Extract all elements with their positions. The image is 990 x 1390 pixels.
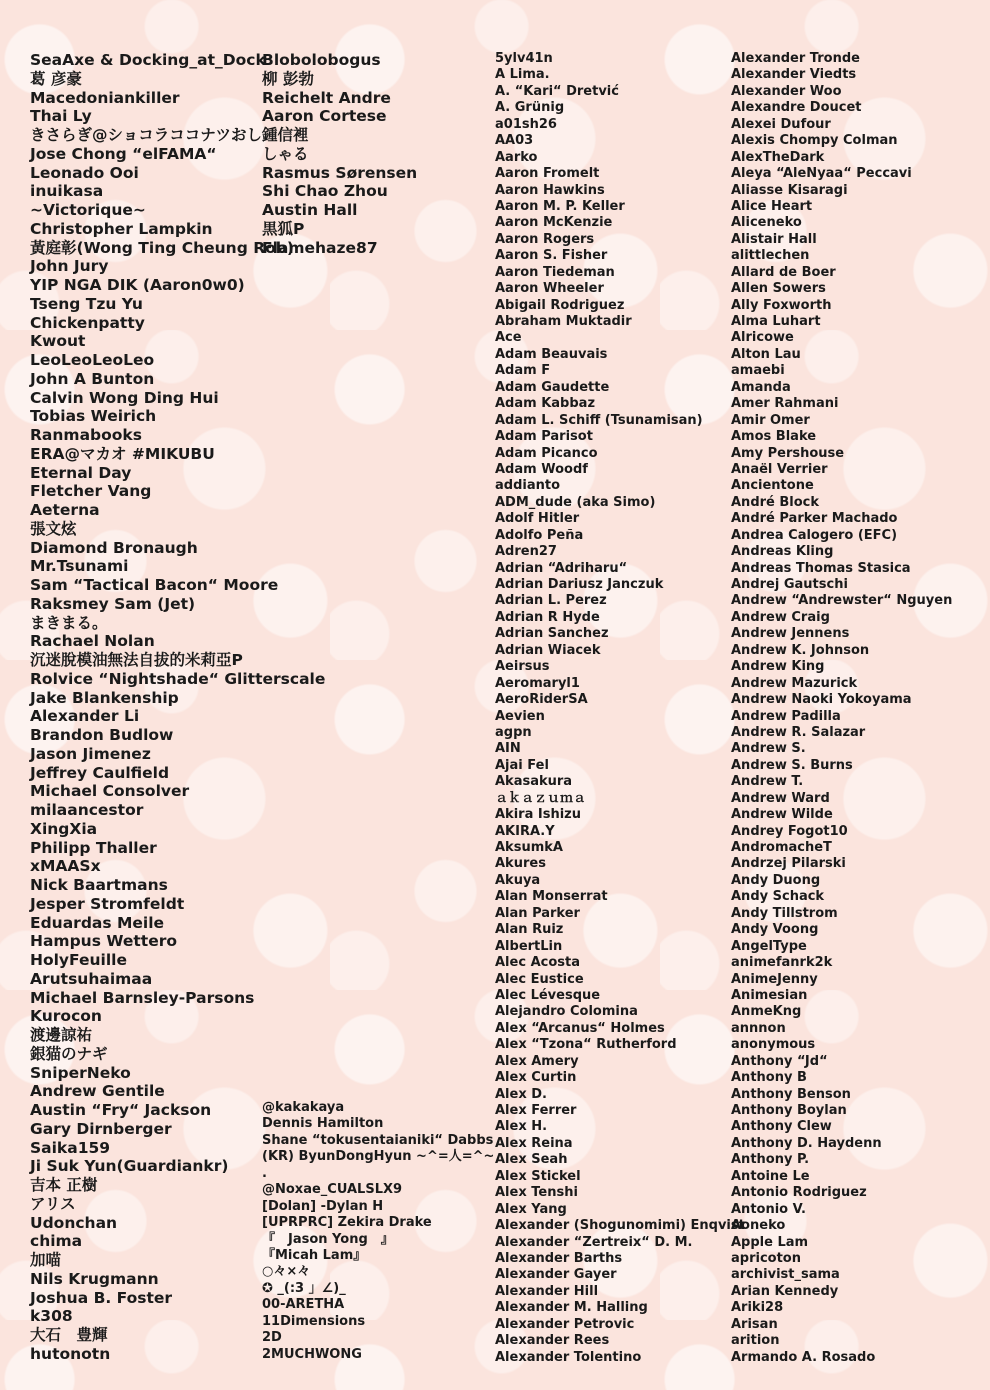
supporter-name: Alec Acosta <box>495 955 580 971</box>
supporter-name: Amy Pershouse <box>731 445 845 461</box>
supporter-name: milaancestor <box>30 801 144 819</box>
supporter-name: Adam L. Schiff (Tsunamisan) <box>495 412 703 428</box>
supporter-name: AngelType <box>731 938 807 954</box>
supporter-name: Andrew K. Johnson <box>731 642 870 658</box>
supporter-name: Aeirsus <box>495 659 550 675</box>
supporter-name: Antoine Le <box>731 1168 810 1184</box>
supporter-name: ✪ _(:3 」∠)_ <box>262 1280 346 1296</box>
supporter-name: Michael Barnsley-Parsons <box>30 988 255 1007</box>
supporter-name: ERA@マカオ #MIKUBU <box>30 444 215 463</box>
supporter-name: Akuya <box>495 872 541 888</box>
supporter-name: Aaron Tiedeman <box>495 264 615 280</box>
supporter-name: Alec Eustice <box>495 971 584 987</box>
supporter-name: Shane “tokusentaianiki“ Dabbs <box>262 1132 494 1148</box>
supporter-name: Adam Parisot <box>495 429 593 445</box>
supporter-name: Andrea Calogero (EFC) <box>731 527 898 543</box>
supporter-name: Andrew King <box>731 659 825 675</box>
supporter-name: Andrzej Pilarski <box>731 856 846 872</box>
supporter-name: きさらぎ@ショコラココナツおし <box>30 126 263 144</box>
supporter-name: YIP NGA DIK (Aaron0w0) <box>30 276 245 294</box>
supporter-name: Jesper Stromfeldt <box>30 894 185 913</box>
supporter-name: AlexTheDark <box>731 149 825 165</box>
supporter-name: Andrew S. <box>731 741 806 757</box>
supporter-name: Aaron M. P. Keller <box>495 198 625 214</box>
supporter-name: Aoneko <box>731 1218 786 1234</box>
supporter-name: Kurocon <box>30 1007 102 1026</box>
supporter-name: AnmeKng <box>731 1004 802 1020</box>
supporter-name: Jason Jimenez <box>30 744 151 763</box>
supporter-name: amaebi <box>731 363 785 379</box>
supporter-name: Andrew Gentile <box>30 1082 165 1101</box>
supporter-name: 『Micah Lam』 <box>262 1247 367 1263</box>
supporter-name: Adam Beauvais <box>495 346 608 362</box>
supporter-name: Alex “Tzona“ Rutherford <box>495 1037 677 1053</box>
supporter-name: Alex Yang <box>495 1201 567 1217</box>
supporter-name: Andrew Mazurick <box>731 675 858 691</box>
supporter-name: AA03 <box>495 133 534 149</box>
supporter-name: Saika159 <box>30 1138 111 1157</box>
supporter-name: Aaron S. Fisher <box>495 248 608 264</box>
supporter-name: AKIRA.Y <box>495 823 555 839</box>
supporter-name: Alan Monserrat <box>495 889 608 905</box>
supporter-name: Aevien <box>495 708 545 724</box>
supporter-name: Alexander (Shogunomimi) Enqvist <box>495 1218 745 1234</box>
supporter-name: Eduardas Meile <box>30 913 165 932</box>
supporter-column-3 <box>495 51 745 1366</box>
supporter-name: Alan Ruiz <box>495 922 564 938</box>
supporter-name: Rachael Nolan <box>30 632 155 651</box>
supporter-name: LeoLeoLeoLeo <box>30 351 155 369</box>
supporter-name: Andrew Padilla <box>731 708 841 724</box>
supporter-name: Andreas Kling <box>731 544 834 560</box>
supporter-name: alittlechen <box>731 248 810 264</box>
supporter-name: Aaron Wheeler <box>495 281 604 297</box>
supporter-name: Alricowe <box>731 330 794 346</box>
supporter-name: 加喵 <box>30 1251 62 1269</box>
supporter-name: Adam Kabbaz <box>495 396 596 412</box>
supporter-name: Andrew T. <box>731 774 804 790</box>
supporter-name: Abigail Rodriguez <box>495 297 625 313</box>
supporter-name: annnon <box>731 1020 786 1036</box>
supporter-name: Arisan <box>731 1316 778 1332</box>
supporter-name: Anthony Boylan <box>731 1103 847 1118</box>
supporter-name: Gary Dirnberger <box>30 1119 172 1138</box>
supporter-name: Arutsuhaimaa <box>30 969 153 988</box>
supporter-name: Alexander Petrovic <box>495 1316 635 1332</box>
supporter-name: Allen Sowers <box>731 281 826 297</box>
supporter-name: Rolvice “Nightshade“ Glitterscale <box>30 669 326 688</box>
supporter-name: Adren27 <box>495 544 557 560</box>
supporter-name: Alexander M. Halling <box>495 1300 648 1316</box>
supporter-name: Reichelt Andre <box>262 88 391 107</box>
supporter-name: A. Grünig <box>495 100 565 116</box>
supporter-name: Thai Ly <box>30 107 92 126</box>
supporter-name: Alex Ferrer <box>495 1103 577 1118</box>
supporter-name: 鍾信裡 <box>262 126 309 144</box>
supporter-name: 11Dimensions <box>262 1313 366 1329</box>
supporter-name: Akures <box>495 856 546 872</box>
supporter-name: Aliasse Kisaragi <box>731 182 848 198</box>
supporter-name: Ariki28 <box>731 1300 784 1316</box>
supporter-name: Jose Chong “elFAMA“ <box>30 144 217 163</box>
supporter-name: Amos Blake <box>731 429 817 445</box>
supporter-name: AIN <box>495 741 521 757</box>
supporter-name: Armando A. Rosado <box>731 1349 876 1365</box>
supporter-name: Alex Tenshi <box>495 1185 578 1201</box>
supporter-name: 00-ARETHA <box>262 1297 345 1313</box>
supporter-name: アリス <box>30 1194 76 1213</box>
supporter-name: Fletcher Vang <box>30 482 152 501</box>
supporter-name: Alex Reina <box>495 1135 573 1151</box>
supporter-name: Andrew R. Salazar <box>731 724 866 740</box>
supporter-name: Andreas Thomas Stasica <box>731 560 911 576</box>
supporter-name: Alexis Chompy Colman <box>731 133 898 149</box>
supporter-name: まきまる。 <box>30 613 108 632</box>
supporter-name: Adam Woodf <box>495 461 588 477</box>
supporter-name: Tobias Weirich <box>30 407 157 426</box>
supporter-name: Raksmey Sam (Jet) <box>30 594 196 613</box>
supporter-name: Ranmabooks <box>30 426 142 444</box>
supporter-name: Alice Heart <box>731 198 813 214</box>
supporter-name: anonymous <box>731 1037 816 1053</box>
supporter-name: . <box>262 1165 267 1181</box>
supporter-name: [UPRPRC] Zekira Drake <box>262 1215 432 1231</box>
supporter-name: Alexander Gayer <box>495 1267 617 1283</box>
supporter-name: Tseng Tzu Yu <box>30 294 143 313</box>
supporter-name: Adam Gaudette <box>495 379 610 395</box>
supporter-column-2 <box>262 51 488 257</box>
supporter-name: Alex Amery <box>495 1053 579 1069</box>
supporter-name: ADM_dude (aka Simo) <box>495 494 656 510</box>
supporter-name: Ji Suk Yun(Guardiankr) <box>30 1157 229 1176</box>
supporter-name: Joshua B. Foster <box>30 1288 173 1307</box>
supporter-name: 大石 豊輝 <box>30 1326 108 1344</box>
supporter-name: Christopher Lampkin <box>30 219 213 238</box>
supporter-name: 2MUCHWONG <box>262 1346 362 1362</box>
supporter-name: agpn <box>495 724 532 740</box>
supporter-name: Alexander Tolentino <box>495 1349 642 1365</box>
supporter-name: Alexandre Doucet <box>731 100 862 116</box>
supporter-name: Eternal Day <box>30 463 132 482</box>
supporter-name: John A Bunton <box>30 369 155 388</box>
supporter-name: Michael Consolver <box>30 782 190 801</box>
supporter-name: [Dolan] -Dylan H <box>262 1198 384 1214</box>
supporter-name: Calvin Wong Ding Hui <box>30 388 219 407</box>
supporter-name: Andy Tillstrom <box>731 905 838 921</box>
supporter-name: 沉迷脫模油無法自拔的米莉亞P <box>30 651 243 669</box>
supporter-name: Andrew Craig <box>731 609 830 625</box>
supporter-name: Chickenpatty <box>30 313 145 332</box>
supporter-name: XingXia <box>30 819 98 838</box>
supporter-name: 張文炫 <box>30 519 77 538</box>
supporter-name: Andrew Naoki Yokoyama <box>731 692 912 708</box>
supporter-name: xMAASx <box>30 857 101 876</box>
supporter-name: (KR) ByunDongHyun ~^=人=^~ <box>262 1149 495 1165</box>
supporter-name: Aeterna <box>30 501 100 519</box>
supporter-name: Shi Chao Zhou <box>262 182 388 201</box>
supporter-name: Andrew Jennens <box>731 626 850 642</box>
supporter-column-2-lower <box>262 1100 495 1363</box>
supporter-name: chima <box>30 1232 83 1251</box>
supporter-name: AeroRiderSA <box>495 692 588 708</box>
supporter-name: 『 Jason Yong 』 <box>262 1231 394 1247</box>
supporter-name: Ally Foxworth <box>731 297 832 313</box>
supporter-name: Anthony D. Haydenn <box>731 1135 882 1151</box>
supporter-name: 柳 彭勃 <box>262 69 314 88</box>
supporter-name: Adrian “Adriharu“ <box>495 560 628 576</box>
supporter-name: Alexander Li <box>30 707 140 726</box>
supporter-name: Alan Parker <box>495 905 580 921</box>
supporter-name: Anaël Verrier <box>731 461 828 477</box>
supporter-name: Aaron Fromelt <box>495 166 600 182</box>
supporter-name: Alexander Viedts <box>731 67 857 83</box>
supporter-name: 2D <box>262 1330 282 1346</box>
supporter-name: Hampus Wettero <box>30 932 178 951</box>
supporter-name: Allard de Boer <box>731 264 836 280</box>
supporter-name: Andrew “Andrewster“ Nguyen <box>731 593 953 609</box>
supporter-name: Alexander Tronde <box>731 51 860 66</box>
supporter-name: Alejandro Colomina <box>495 1004 638 1020</box>
supporter-name: Apple Lam <box>731 1234 809 1250</box>
supporter-name: inuikasa <box>30 182 104 201</box>
supporter-name: Aaron Rogers <box>495 231 595 247</box>
supporter-name: Sam “Tactical Bacon“ Moore <box>30 576 279 594</box>
supporter-name: @Noxae_CUALSLX9 <box>262 1182 403 1198</box>
supporter-name: Rasmus Sørensen <box>262 163 418 182</box>
supporter-name: 銀猫のナギ <box>30 1044 108 1063</box>
supporter-name: @kakakaya <box>262 1100 345 1115</box>
supporter-name: arition <box>731 1333 780 1349</box>
supporter-name: 吉本 正樹 <box>30 1176 98 1194</box>
supporter-name: Austin “Fry“ Jackson <box>30 1101 212 1119</box>
supporter-name: archivist_sama <box>731 1267 840 1283</box>
supporter-name: Adolf Hitler <box>495 511 580 527</box>
supporter-name: A. “Kari“ Dretvić <box>495 83 619 99</box>
supporter-name: Adrian Wiacek <box>495 642 601 658</box>
supporter-name: Jake Blankenship <box>30 688 179 707</box>
supporter-name: Kwout <box>30 332 86 351</box>
supporter-name: Jeffrey Caulfield <box>30 763 170 782</box>
supporter-name: Austin Hall <box>262 201 358 219</box>
supporter-name: Ace <box>495 330 522 346</box>
supporter-name: André Parker Machado <box>731 511 898 527</box>
supporter-name: A Lima. <box>495 67 550 83</box>
supporter-name: Amer Rahmani <box>731 396 839 412</box>
supporter-name: Adrian Dariusz Janczuk <box>495 577 664 592</box>
supporter-name: Aaron McKenzie <box>495 215 613 231</box>
supporter-name: Brandon Budlow <box>30 726 174 744</box>
supporter-name: Anthony Benson <box>731 1086 851 1102</box>
supporter-name: Alexander Rees <box>495 1333 610 1349</box>
supporter-name: Anthony “Jd“ <box>731 1053 828 1069</box>
supporter-name: Andy Schack <box>731 889 825 905</box>
supporter-name: Adam F <box>495 363 551 379</box>
supporter-name: Aarko <box>495 149 538 165</box>
supporter-name: John Jury <box>30 257 109 276</box>
supporter-name: Alec Lévesque <box>495 987 601 1003</box>
supporter-name: Andrey Fogot10 <box>731 823 848 839</box>
supporter-name: Macedoniankiller <box>30 88 180 107</box>
supporter-name: Alex “Arcanus“ Holmes <box>495 1020 665 1036</box>
supporter-name: Leonado Ooi <box>30 163 139 182</box>
supporter-name: Akasakura <box>495 774 573 790</box>
supporter-name: Nick Baartmans <box>30 876 168 894</box>
supporter-name: Animesian <box>731 987 808 1003</box>
supporter-name: ａｋａｚｕｍａ <box>495 790 587 806</box>
supporter-name: Abraham Muktadir <box>495 314 632 329</box>
supporter-name: 葛 彦豪 <box>30 69 82 88</box>
supporter-name: Amanda <box>731 379 791 395</box>
supporter-name: Diamond Bronaugh <box>30 538 198 557</box>
supporter-name: André Block <box>731 494 820 510</box>
supporter-name: Alex D. <box>495 1086 547 1102</box>
supporter-name: Alex H. <box>495 1119 548 1135</box>
supporter-name: ~Victorique~ <box>30 201 146 219</box>
supporter-name: Aaron Cortese <box>262 107 387 126</box>
supporter-name: Udonchan <box>30 1213 118 1232</box>
supporter-name: AndromacheT <box>731 840 832 855</box>
supporter-name: hutonotn <box>30 1344 111 1363</box>
supporter-name: Alexander “Zertreix“ D. M. <box>495 1234 693 1250</box>
supporter-name: Aliceneko <box>731 215 802 231</box>
supporter-name: Andrew Wilde <box>731 807 833 823</box>
supporter-name: Alexander Woo <box>731 83 842 99</box>
supporter-name: AnimeJenny <box>731 971 818 987</box>
supporter-name: HolyFeuille <box>30 951 127 969</box>
supporter-name: ○々×々 <box>262 1264 311 1280</box>
supporter-name: しゃる <box>262 144 309 163</box>
supporter-name: Anthony B <box>731 1070 807 1086</box>
supporter-name: Andrew S. Burns <box>731 757 853 773</box>
supporter-name: Antonio V. <box>731 1201 806 1217</box>
supporter-name: Alexander Hill <box>495 1283 599 1299</box>
supporter-name: Dennis Hamilton <box>262 1116 384 1132</box>
supporter-name: Aleya “AleNyaa“ Peccavi <box>731 166 912 182</box>
supporter-name: Alexei Dufour <box>731 116 831 132</box>
supporter-name: Anthony P. <box>731 1152 810 1168</box>
supporter-name: Alma Luhart <box>731 314 821 329</box>
supporter-name: Philipp Thaller <box>30 838 157 857</box>
supporter-name: Amir Omer <box>731 412 810 428</box>
supporter-name: SniperNeko <box>30 1063 131 1082</box>
supporter-name: Aaron Hawkins <box>495 182 605 198</box>
supporter-name: Adrian L. Perez <box>495 593 607 609</box>
supporter-name: Adam Picanco <box>495 445 598 461</box>
supporter-name: AksumkA <box>495 840 563 855</box>
supporter-name: a01sh26 <box>495 116 557 132</box>
supporter-name: AlbertLin <box>495 938 563 954</box>
supporter-name: 5ylv41n <box>495 51 553 66</box>
supporter-name: Adrian R Hyde <box>495 609 600 625</box>
supporter-name: Aeromaryl1 <box>495 675 580 691</box>
supporter-name: 黃庭彰(Wong Ting Cheung Rob) <box>30 238 294 257</box>
supporter-name: Anthony Clew <box>731 1119 832 1135</box>
supporter-name: Alton Lau <box>731 346 801 362</box>
supporter-name: Blobolobogus <box>262 51 381 69</box>
supporter-name: 渡邊諒祐 <box>30 1026 93 1044</box>
supporter-name: Alex Stickel <box>495 1168 581 1184</box>
supporter-name: apricoton <box>731 1250 801 1266</box>
supporter-name: SeaAxe & Docking_at_Dock <box>30 51 266 69</box>
supporter-name: Ancientone <box>731 478 814 494</box>
supporter-name: Andrew Ward <box>731 790 830 806</box>
supporter-name: Alex Seah <box>495 1152 568 1168</box>
supporter-name: Andy Duong <box>731 872 821 888</box>
supporter-name: Alexander Barths <box>495 1250 623 1266</box>
supporter-name: Adolfo Peña <box>495 527 584 543</box>
supporter-name: Ajai Fel <box>495 757 549 773</box>
supporter-name: Adrian Sanchez <box>495 626 609 642</box>
supporter-name: k308 <box>30 1307 73 1326</box>
supporter-name: addianto <box>495 478 561 494</box>
supporter-name: animefanrk2k <box>731 955 833 971</box>
supporter-name: Flamehaze87 <box>262 238 378 257</box>
supporter-name: Andrej Gautschi <box>731 577 848 592</box>
supporter-name: Mr.Tsunami <box>30 557 129 576</box>
supporter-name: Alistair Hall <box>731 231 817 247</box>
supporter-name: Alex Curtin <box>495 1070 577 1086</box>
supporter-name: Andy Voong <box>731 922 819 938</box>
supporter-name: Arian Kennedy <box>731 1283 839 1299</box>
supporter-name: 黒狐P <box>262 219 305 238</box>
supporter-name: Antonio Rodriguez <box>731 1185 867 1201</box>
supporter-name: Nils Krugmann <box>30 1269 159 1288</box>
supporter-name: Akira Ishizu <box>495 807 581 823</box>
supporter-column-4 <box>731 51 986 1366</box>
